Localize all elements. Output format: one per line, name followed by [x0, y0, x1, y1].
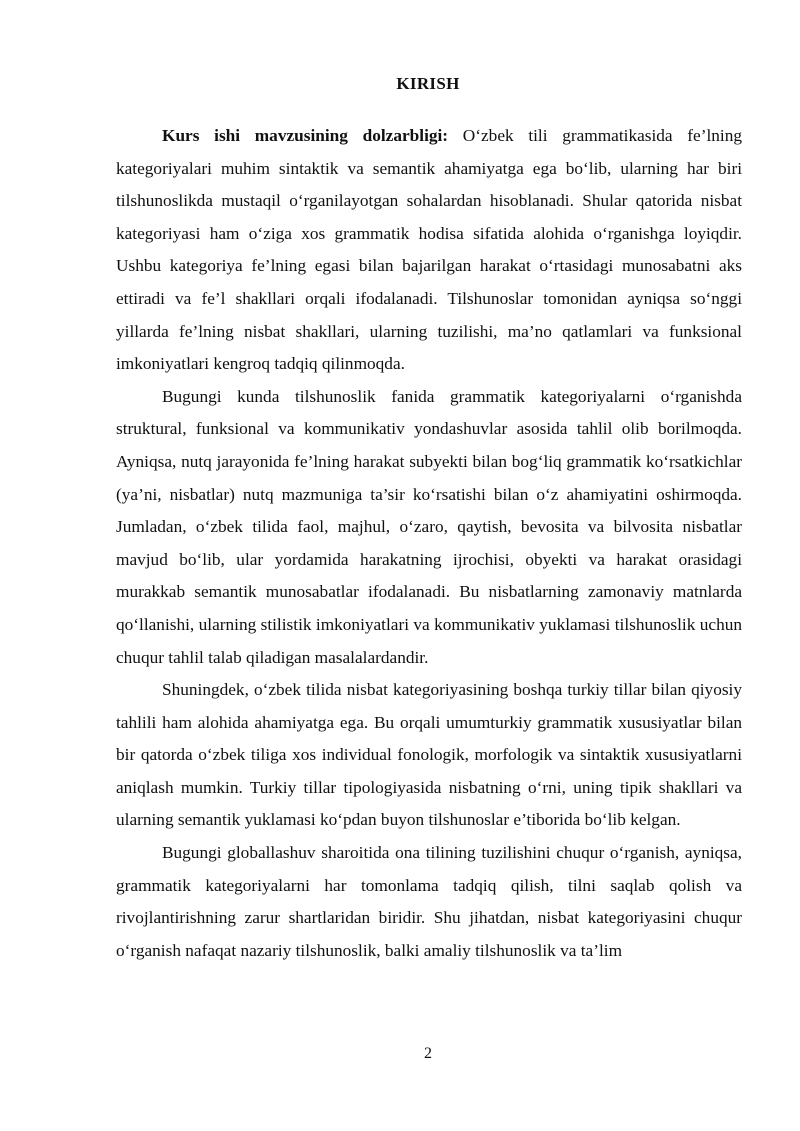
paragraph-text: Bugungi globallashuv sharoitida ona tilining tuzilishini chuqur o‘rganish, ayniqsa, grammatik kategoriyalarni har tomonlama tadqiq qilish, tilni saqlab qolish va rivojlantirishning zarur shartlaridan biridir. Shu jihatdan, nisbat kategoriyasini chuqur o‘rganish nafaqat nazariy tilshunoslik, balki amaliy tilshunoslik va ta’lim — [116, 843, 742, 960]
document-body — [116, 120, 742, 967]
paragraph-text: Shuningdek, o‘zbek tilida nisbat kategoriyasining boshqa turkiy tillar bilan qiyosiy tahlili ham alohida ahamiyatga ega. Bu orqali umumturkiy grammatik xususiyatlar bilan bir qatorda o‘zbek tiliga xos individual fonologik, morfologik va sintaktik xususiyatlarni aniqlash mumkin. Turkiy tillar tipologiyasida nisbatning o‘rni, uning tipik shakllari va ularning semantik yuklamasi ko‘pdan buyon tilshunoslar e’tiborida bo‘lib kelgan. — [116, 680, 742, 830]
paragraph — [116, 837, 742, 967]
paragraph — [116, 381, 742, 674]
page-title: KIRISH — [396, 74, 460, 93]
page-number: 2 — [424, 1045, 432, 1062]
paragraph-text: O‘zbek tili grammatikasida fe’lning kategoriyalari muhim sintaktik va semantik ahamiyatga ega bo‘lib, ularning har biri tilshunoslikda mustaqil o‘rganilayotgan sohalardan hisoblanadi. Shular qatorida nisbat kategoriyasi ham o‘ziga xos grammatik hodisa sifatida alohida o‘rganishga loyiqdir. Ushbu kategoriya fe’lning egasi bilan bajarilgan harakat o‘rtasidagi munosabatni aks ettiradi va fe’l shakllari orqali ifodalanadi. Tilshunoslar tomonidan ayniqsa so‘nggi yillarda fe’lning nisbat shakllari, ularning tuzilishi, ma’no qatlamlari va funksional imkoniyatlari kengroq tadqiq qilinmoqda. — [116, 126, 742, 374]
paragraph — [116, 674, 742, 837]
paragraph-relevance — [116, 120, 742, 381]
paragraph-text: Bugungi kunda tilshunoslik fanida grammatik kategoriyalarni o‘rganishda struktural, funksional va kommunikativ yondashuvlar asosida tahlil olib borilmoqda. Ayniqsa, nutq jarayonida fe’lning harakat subyekti bilan bog‘liq grammatik ko‘rsatkichlar (ya’ni, nisbatlar) nutq mazmuniga ta’sir ko‘rsatishi bilan o‘z ahamiyatini oshirmoqda. Jumladan, o‘zbek tilida faol, majhul, o‘zaro, qaytish, bevosita va bilvosita nisbatlar mavjud bo‘lib, ular yordamida harakatning ijrochisi, obyekti va harakat orasidagi murakkab semantik munosabatlar ifodalanadi. Bu nisbatlarning zamonaviy matnlarda qo‘llanishi, ularning stilistik imkoniyatlari va kommunikativ yuklamasi tilshunoslik uchun chuqur tahlil talab qiladigan masalalardandir. — [116, 386, 742, 667]
paragraph-lead: Kurs ishi mavzusining dolzarbligi: — [162, 126, 449, 145]
